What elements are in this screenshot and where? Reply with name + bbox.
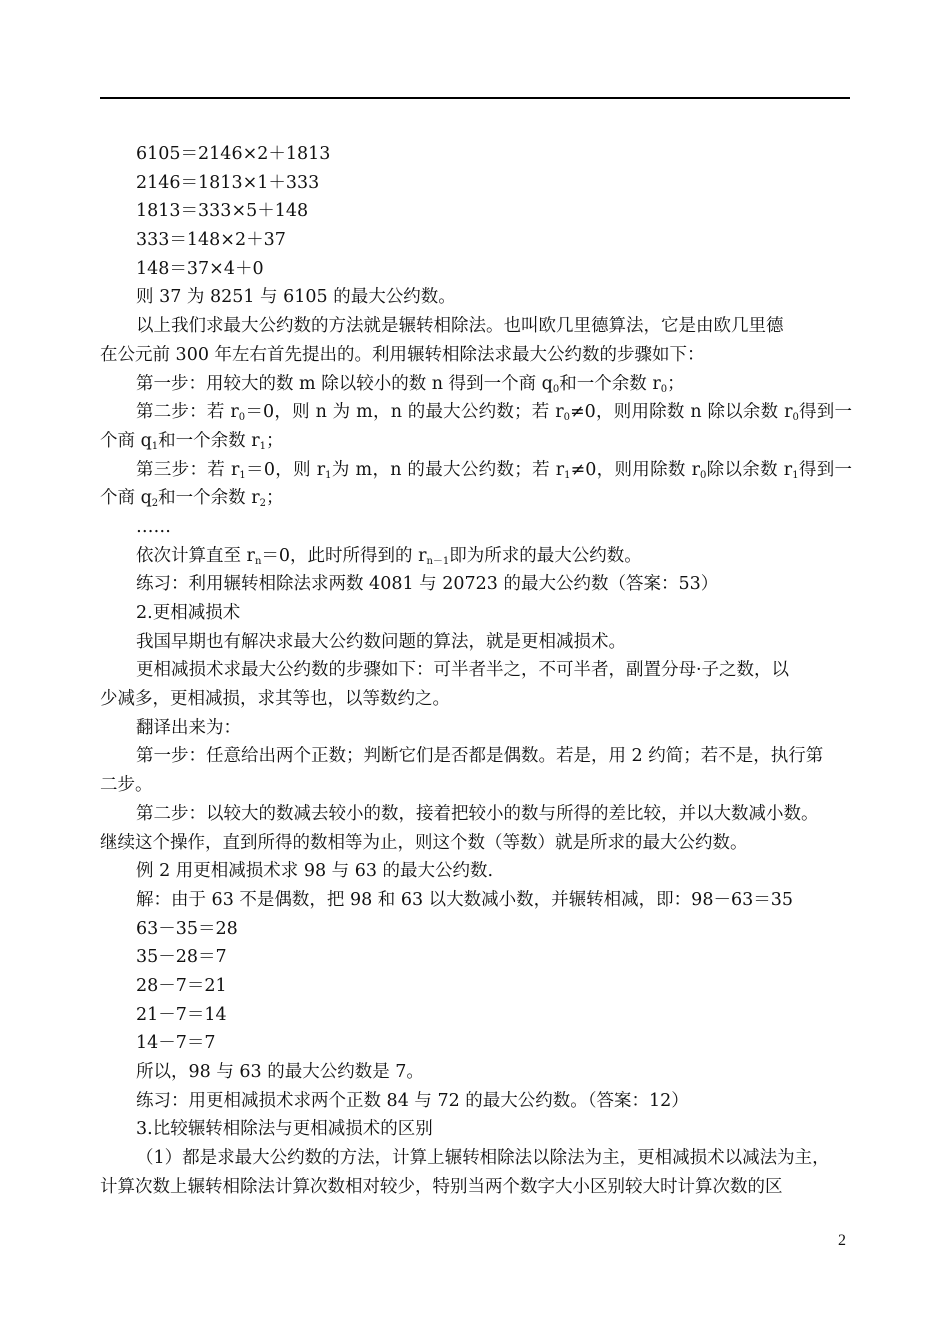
subscript: 1 <box>564 469 571 481</box>
subtraction-5: 14－7＝7 <box>136 1033 216 1054</box>
subscript: 0 <box>792 412 799 424</box>
euclid-step-4: 333＝148×2＋37 <box>136 230 286 251</box>
section-2-steps-line-2: 少减多，更相减损，求其等也，以等数约之。 <box>100 689 450 710</box>
algorithm-step-2-line-1 <box>100 398 852 427</box>
text: ≠0，则用除数 r <box>570 459 700 480</box>
section-3-paragraph-line-2: 计算次数上辗转相除法计算次数相对较少，特别当两个数字大小区别较大时计算次数的区 <box>100 1176 783 1197</box>
subtraction-1: 63－35＝28 <box>136 918 238 939</box>
ellipsis: …… <box>136 516 171 537</box>
section-3-title: 3.比较辗转相除法与更相减损术的区别 <box>136 1119 433 1140</box>
text: 为 m，n 的最大公约数；若 r <box>331 459 565 480</box>
text: 依次计算直至 r <box>136 545 255 566</box>
text: ＝0，则 r <box>245 459 326 480</box>
subscript: n <box>254 555 262 567</box>
subtraction-2: 35－28＝7 <box>136 947 227 968</box>
practice-1: 练习：利用辗转相除法求两数 4081 与 20723 的最大公约数（答案：53） <box>136 574 719 595</box>
algorithm-until <box>100 542 852 571</box>
text: 即为所求的最大公约数。 <box>449 545 642 566</box>
subtraction-3: 28－7＝21 <box>136 975 227 996</box>
text: 和一个余数 r <box>559 373 661 394</box>
section-3-paragraph-line-1: （1）都是求最大公约数的方法，计算上辗转相除法以除法为主，更相减损术以减法为主， <box>136 1148 830 1169</box>
practice-2: 练习：用更相减损术求两个正数 84 与 72 的最大公约数。（答案：12） <box>136 1090 689 1111</box>
subscript: 2 <box>259 498 266 510</box>
subscript: 2 <box>151 498 159 510</box>
text: 个商 q <box>100 430 152 451</box>
header-rule <box>100 97 850 99</box>
subscript: 1 <box>239 469 246 481</box>
subscript: 1 <box>325 469 332 481</box>
text: ＝0，则 n 为 m，n 的最大公约数；若 r <box>245 402 564 423</box>
subtraction-step-1-line-2: 二步。 <box>100 775 153 796</box>
solution: 解：由于 63 不是偶数，把 98 和 63 以大数减小数，并辗转相减，即：98－63＝35 <box>136 889 793 910</box>
page-number: 2 <box>838 1232 846 1249</box>
subtraction-step-2-line-1: 第二步：以较大的数减去较小的数，接着把较小的数与所得的差比较，并以大数减小数。 <box>136 803 819 824</box>
subscript: 1 <box>151 440 159 452</box>
subtraction-step-2-line-2: 继续这个操作，直到所得的数相等为止，则这个数（等数）就是所求的最大公约数。 <box>100 832 748 853</box>
subtraction-4: 21－7＝14 <box>136 1004 227 1025</box>
text: ； <box>265 430 284 451</box>
example-2: 例 2 用更相减损术求 98 与 63 的最大公约数. <box>136 861 494 882</box>
subscript: 1 <box>259 440 266 452</box>
text: 个商 q <box>100 488 152 509</box>
algorithm-step-1 <box>100 370 852 399</box>
subscript: 0 <box>238 412 246 424</box>
subscript: 0 <box>699 469 707 481</box>
section-2-title: 2.更相减损术 <box>136 603 241 623</box>
text: ＝0，此时所得到的 r <box>261 545 427 566</box>
text: 第二步：若 r <box>136 402 239 423</box>
page-body <box>100 140 852 1201</box>
euclid-result: 则 37 为 8251 与 6105 的最大公约数。 <box>136 287 456 308</box>
text: 得到一 <box>798 459 853 480</box>
subscript: 0 <box>660 383 668 395</box>
text: ≠0，则用除数 n 除以余数 r <box>570 402 793 423</box>
text: ； <box>667 373 685 394</box>
subtraction-step-1-line-1: 第一步：任意给出两个正数；判断它们是否都是偶数。若是，用 2 约简；若不是，执行第 <box>136 746 824 767</box>
text: ； <box>265 488 284 509</box>
text: 得到一 <box>798 402 852 423</box>
subscript: 0 <box>552 383 560 395</box>
euclid-step-5: 148＝37×4＋0 <box>136 258 264 279</box>
subscript: n－1 <box>426 555 450 567</box>
algorithm-step-2-line-2 <box>100 427 852 456</box>
text: 除以余数 r <box>706 459 793 480</box>
conclusion: 所以，98 与 63 的最大公约数是 7。 <box>136 1062 424 1082</box>
text: 第三步：若 r <box>136 459 240 480</box>
algorithm-step-3-line-2 <box>100 484 852 513</box>
translated-label: 翻译出来为： <box>136 717 241 738</box>
euclid-step-3: 1813＝333×5＋148 <box>136 201 309 222</box>
euclid-step-2: 2146＝1813×1＋333 <box>136 172 320 193</box>
euclid-intro-line-1: 以上我们求最大公约数的方法就是辗转相除法。也叫欧几里德算法，它是由欧几里德 <box>136 316 784 337</box>
subscript: 0 <box>563 412 571 424</box>
text: 和一个余数 r <box>158 488 260 509</box>
euclid-step-1: 6105＝2146×2＋1813 <box>136 144 331 164</box>
text: 第一步：用较大的数 m 除以较小的数 n 得到一个商 q <box>136 373 553 394</box>
euclid-intro-line-2: 在公元前 300 年左右首先提出的。利用辗转相除法求最大公约数的步骤如下： <box>100 344 705 365</box>
section-2-steps-line-1: 更相减损术求最大公约数的步骤如下：可半者半之，不可半者，副置分母·子之数，以 <box>136 660 790 681</box>
section-2-intro: 我国早期也有解决求最大公约数问题的算法，就是更相减损术。 <box>136 631 626 652</box>
algorithm-step-3-line-1 <box>100 456 852 485</box>
text: 和一个余数 r <box>158 430 260 451</box>
subscript: 1 <box>792 469 799 481</box>
